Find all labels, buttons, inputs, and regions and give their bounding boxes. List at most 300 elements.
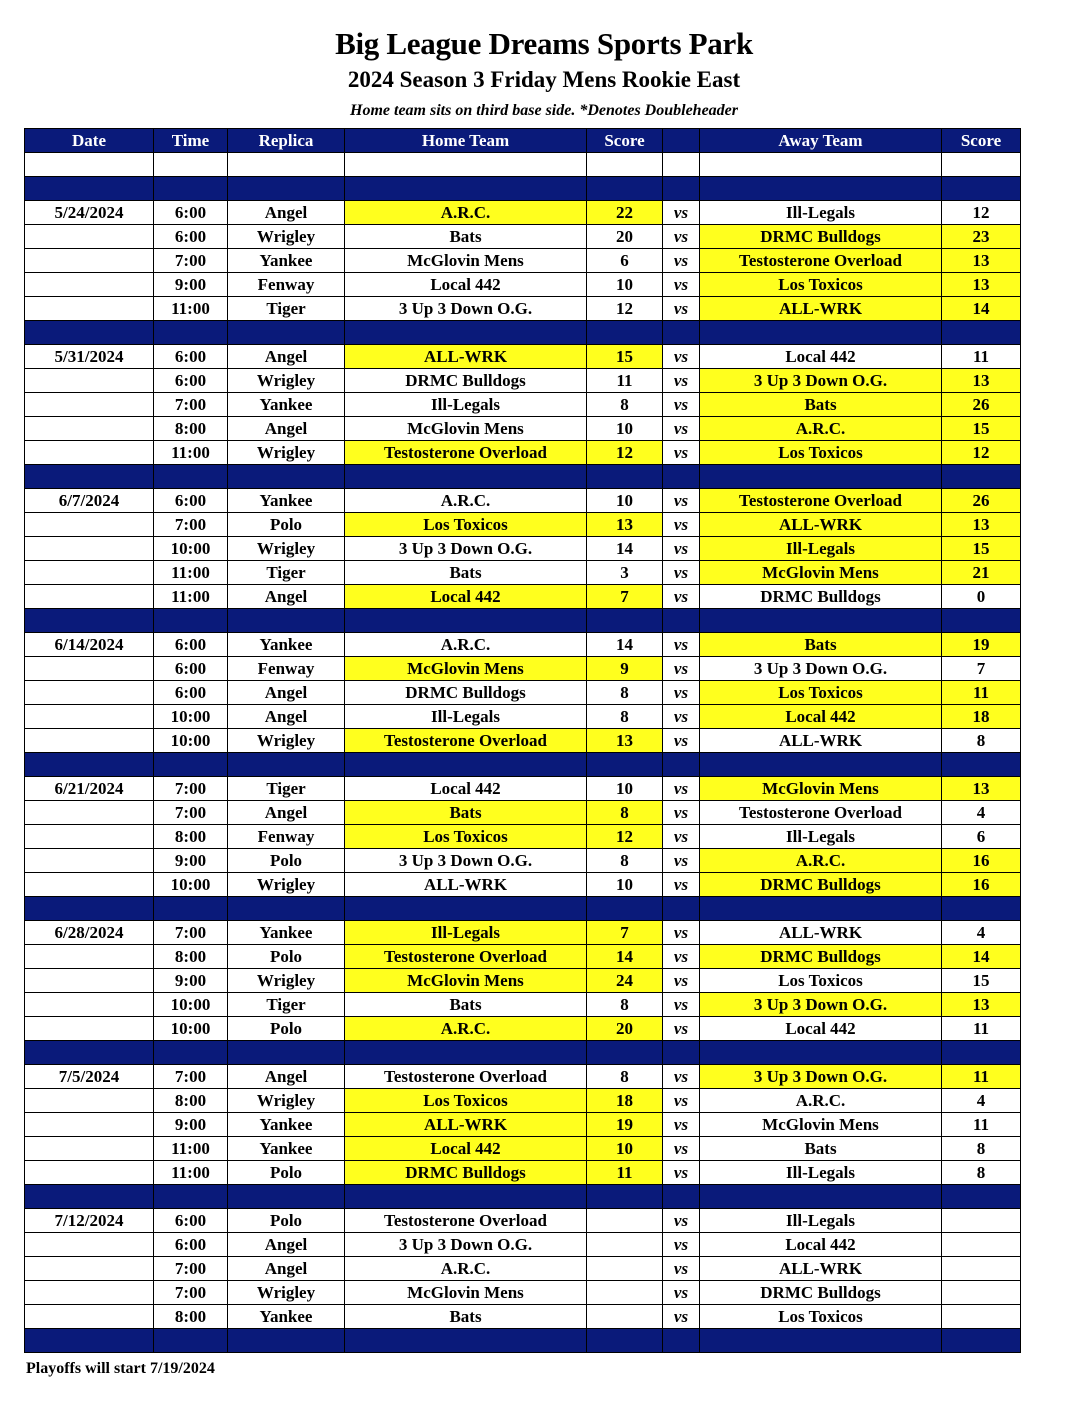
home-team: Local 442	[345, 777, 587, 801]
home-score: 19	[587, 1113, 663, 1137]
empty-cell	[154, 321, 228, 345]
away-score: 14	[942, 945, 1021, 969]
away-team: Ill-Legals	[700, 1209, 942, 1233]
home-score: 10	[587, 777, 663, 801]
game-replica: Angel	[228, 1233, 345, 1257]
away-team: McGlovin Mens	[700, 1113, 942, 1137]
game-date: 5/31/2024	[25, 345, 154, 369]
game-replica: Polo	[228, 1017, 345, 1041]
game-row	[25, 1113, 1021, 1137]
game-time: 11:00	[154, 585, 228, 609]
empty-cell	[587, 321, 663, 345]
home-team: McGlovin Mens	[345, 1281, 587, 1305]
empty-cell	[345, 1329, 587, 1353]
game-row	[25, 1209, 1021, 1233]
page-note: Home team sits on third base side. *Denotes Doubleheader	[350, 102, 738, 119]
home-team: Testosterone Overload	[345, 441, 587, 465]
empty-cell	[700, 321, 942, 345]
game-time: 9:00	[154, 849, 228, 873]
away-team: 3 Up 3 Down O.G.	[700, 1065, 942, 1089]
home-team: 3 Up 3 Down O.G.	[345, 297, 587, 321]
away-score: 4	[942, 1089, 1021, 1113]
week-separator	[25, 609, 1021, 633]
home-team: Los Toxicos	[345, 1089, 587, 1113]
empty-cell	[25, 1185, 154, 1209]
away-team: Ill-Legals	[700, 825, 942, 849]
game-time: 8:00	[154, 1305, 228, 1329]
game-replica: Wrigley	[228, 441, 345, 465]
vs-label: vs	[663, 1161, 700, 1185]
vs-label: vs	[663, 681, 700, 705]
away-score: 26	[942, 489, 1021, 513]
game-row	[25, 225, 1021, 249]
game-date	[25, 225, 154, 249]
away-team: A.R.C.	[700, 417, 942, 441]
game-replica: Yankee	[228, 249, 345, 273]
vs-label: vs	[663, 993, 700, 1017]
footer-note: Playoffs will start 7/19/2024	[26, 1360, 215, 1377]
home-score: 11	[587, 1161, 663, 1185]
game-date	[25, 705, 154, 729]
home-score: 13	[587, 729, 663, 753]
game-date	[25, 1089, 154, 1113]
empty-cell	[942, 897, 1021, 921]
header-row	[25, 129, 1021, 153]
home-team: McGlovin Mens	[345, 657, 587, 681]
game-row	[25, 297, 1021, 321]
game-row	[25, 345, 1021, 369]
game-time: 10:00	[154, 537, 228, 561]
game-time: 11:00	[154, 441, 228, 465]
vs-label: vs	[663, 1281, 700, 1305]
game-date	[25, 729, 154, 753]
empty-cell	[700, 897, 942, 921]
col-time: Time	[154, 129, 228, 153]
col-date: Date	[25, 129, 154, 153]
vs-label: vs	[663, 345, 700, 369]
week-separator	[25, 465, 1021, 489]
game-date	[25, 297, 154, 321]
home-team: A.R.C.	[345, 633, 587, 657]
game-row	[25, 681, 1021, 705]
empty-cell	[663, 465, 700, 489]
game-date	[25, 1137, 154, 1161]
away-team: ALL-WRK	[700, 921, 942, 945]
home-team: Los Toxicos	[345, 513, 587, 537]
game-row	[25, 393, 1021, 417]
home-score: 8	[587, 1065, 663, 1089]
empty-cell	[228, 465, 345, 489]
away-team: A.R.C.	[700, 849, 942, 873]
game-time: 11:00	[154, 561, 228, 585]
game-replica: Fenway	[228, 825, 345, 849]
home-score: 14	[587, 537, 663, 561]
home-score: 18	[587, 1089, 663, 1113]
vs-label: vs	[663, 1113, 700, 1137]
home-score	[587, 1281, 663, 1305]
home-team: McGlovin Mens	[345, 249, 587, 273]
game-replica: Polo	[228, 513, 345, 537]
empty-cell	[154, 465, 228, 489]
away-team: ALL-WRK	[700, 297, 942, 321]
home-score: 12	[587, 825, 663, 849]
away-team: A.R.C.	[700, 1089, 942, 1113]
empty-cell	[700, 1185, 942, 1209]
game-date	[25, 993, 154, 1017]
vs-label: vs	[663, 657, 700, 681]
away-score: 8	[942, 729, 1021, 753]
game-time: 10:00	[154, 705, 228, 729]
empty-cell	[587, 465, 663, 489]
game-row	[25, 513, 1021, 537]
empty-cell	[942, 1041, 1021, 1065]
game-date	[25, 825, 154, 849]
empty-cell	[663, 1185, 700, 1209]
home-team: DRMC Bulldogs	[345, 369, 587, 393]
empty-cell	[942, 609, 1021, 633]
vs-label: vs	[663, 921, 700, 945]
away-score: 11	[942, 345, 1021, 369]
home-score: 10	[587, 273, 663, 297]
empty-cell	[25, 753, 154, 777]
game-time: 7:00	[154, 801, 228, 825]
empty-cell	[700, 177, 942, 201]
game-replica: Angel	[228, 1257, 345, 1281]
empty-cell	[25, 153, 154, 177]
game-time: 7:00	[154, 393, 228, 417]
empty-cell	[228, 897, 345, 921]
home-score: 8	[587, 993, 663, 1017]
empty-cell	[700, 1329, 942, 1353]
empty-cell	[663, 897, 700, 921]
game-time: 6:00	[154, 633, 228, 657]
game-date	[25, 945, 154, 969]
page-title: Big League Dreams Sports Park	[335, 26, 753, 61]
vs-label: vs	[663, 825, 700, 849]
empty-cell	[663, 609, 700, 633]
away-score: 21	[942, 561, 1021, 585]
game-time: 8:00	[154, 945, 228, 969]
game-row	[25, 489, 1021, 513]
game-time: 6:00	[154, 489, 228, 513]
game-time: 6:00	[154, 1209, 228, 1233]
home-score: 11	[587, 369, 663, 393]
empty-cell	[663, 1041, 700, 1065]
schedule-body	[25, 153, 1021, 1353]
empty-cell	[228, 321, 345, 345]
home-team: Local 442	[345, 273, 587, 297]
away-score: 15	[942, 537, 1021, 561]
home-score: 20	[587, 1017, 663, 1041]
game-replica: Angel	[228, 1065, 345, 1089]
away-score: 13	[942, 369, 1021, 393]
game-date	[25, 393, 154, 417]
game-date	[25, 369, 154, 393]
game-time: 6:00	[154, 225, 228, 249]
away-team: DRMC Bulldogs	[700, 873, 942, 897]
home-team: Local 442	[345, 1137, 587, 1161]
away-score: 8	[942, 1161, 1021, 1185]
game-date	[25, 585, 154, 609]
game-replica: Wrigley	[228, 873, 345, 897]
away-score: 18	[942, 705, 1021, 729]
home-score	[587, 1209, 663, 1233]
game-row	[25, 921, 1021, 945]
away-team: Ill-Legals	[700, 537, 942, 561]
away-score: 11	[942, 1065, 1021, 1089]
empty-cell	[228, 153, 345, 177]
away-score: 19	[942, 633, 1021, 657]
away-team: DRMC Bulldogs	[700, 585, 942, 609]
empty-cell	[700, 153, 942, 177]
home-score: 10	[587, 1137, 663, 1161]
away-score: 8	[942, 1137, 1021, 1161]
game-row	[25, 1257, 1021, 1281]
game-time: 6:00	[154, 657, 228, 681]
game-replica: Angel	[228, 681, 345, 705]
empty-cell	[345, 321, 587, 345]
home-score	[587, 1305, 663, 1329]
away-score: 12	[942, 441, 1021, 465]
home-team: Bats	[345, 801, 587, 825]
empty-cell	[154, 897, 228, 921]
game-replica: Fenway	[228, 657, 345, 681]
empty-cell	[942, 1329, 1021, 1353]
game-replica: Polo	[228, 1209, 345, 1233]
empty-cell	[25, 897, 154, 921]
game-date	[25, 537, 154, 561]
home-team: Testosterone Overload	[345, 945, 587, 969]
empty-cell	[700, 753, 942, 777]
game-replica: Wrigley	[228, 729, 345, 753]
vs-label: vs	[663, 297, 700, 321]
game-time: 11:00	[154, 297, 228, 321]
empty-cell	[700, 1041, 942, 1065]
home-score: 8	[587, 849, 663, 873]
game-row	[25, 1065, 1021, 1089]
empty-cell	[700, 609, 942, 633]
game-replica: Wrigley	[228, 537, 345, 561]
empty-cell	[587, 897, 663, 921]
home-score: 8	[587, 393, 663, 417]
away-score: 13	[942, 273, 1021, 297]
game-time: 9:00	[154, 273, 228, 297]
game-date	[25, 417, 154, 441]
game-time: 6:00	[154, 1233, 228, 1257]
game-date	[25, 561, 154, 585]
game-time: 11:00	[154, 1137, 228, 1161]
game-replica: Fenway	[228, 273, 345, 297]
vs-label: vs	[663, 849, 700, 873]
vs-label: vs	[663, 633, 700, 657]
game-row	[25, 633, 1021, 657]
empty-cell	[154, 1329, 228, 1353]
game-date	[25, 273, 154, 297]
vs-label: vs	[663, 489, 700, 513]
empty-cell	[154, 153, 228, 177]
game-row	[25, 1137, 1021, 1161]
empty-cell	[345, 465, 587, 489]
game-row	[25, 561, 1021, 585]
vs-label: vs	[663, 945, 700, 969]
game-date	[25, 249, 154, 273]
empty-cell	[25, 609, 154, 633]
game-date	[25, 1233, 154, 1257]
home-team: ALL-WRK	[345, 873, 587, 897]
game-time: 7:00	[154, 1281, 228, 1305]
home-score: 12	[587, 297, 663, 321]
home-team: A.R.C.	[345, 201, 587, 225]
home-score: 10	[587, 489, 663, 513]
vs-label: vs	[663, 369, 700, 393]
away-team: DRMC Bulldogs	[700, 1281, 942, 1305]
game-replica: Yankee	[228, 489, 345, 513]
game-replica: Tiger	[228, 993, 345, 1017]
game-replica: Wrigley	[228, 1089, 345, 1113]
game-replica: Yankee	[228, 1305, 345, 1329]
game-row	[25, 1089, 1021, 1113]
game-replica: Angel	[228, 345, 345, 369]
game-time: 8:00	[154, 417, 228, 441]
game-date	[25, 1257, 154, 1281]
game-time: 7:00	[154, 513, 228, 537]
game-row	[25, 729, 1021, 753]
home-team: ALL-WRK	[345, 1113, 587, 1137]
game-replica: Polo	[228, 945, 345, 969]
vs-label: vs	[663, 513, 700, 537]
game-time: 7:00	[154, 777, 228, 801]
home-score: 10	[587, 417, 663, 441]
game-time: 6:00	[154, 345, 228, 369]
home-team: DRMC Bulldogs	[345, 681, 587, 705]
game-time: 10:00	[154, 1017, 228, 1041]
empty-cell	[587, 1185, 663, 1209]
empty-cell	[154, 177, 228, 201]
game-time: 8:00	[154, 825, 228, 849]
game-time: 6:00	[154, 369, 228, 393]
vs-label: vs	[663, 1089, 700, 1113]
game-date: 6/28/2024	[25, 921, 154, 945]
away-team: Los Toxicos	[700, 681, 942, 705]
home-score	[587, 1233, 663, 1257]
away-score	[942, 1281, 1021, 1305]
week-separator	[25, 1185, 1021, 1209]
game-row	[25, 1281, 1021, 1305]
game-date: 7/5/2024	[25, 1065, 154, 1089]
week-separator	[25, 177, 1021, 201]
home-team: 3 Up 3 Down O.G.	[345, 537, 587, 561]
game-row	[25, 417, 1021, 441]
game-date	[25, 657, 154, 681]
vs-label: vs	[663, 1017, 700, 1041]
game-date	[25, 1161, 154, 1185]
game-date	[25, 1305, 154, 1329]
game-date	[25, 1017, 154, 1041]
game-time: 9:00	[154, 1113, 228, 1137]
home-team: Testosterone Overload	[345, 1209, 587, 1233]
away-score: 26	[942, 393, 1021, 417]
game-date: 5/24/2024	[25, 201, 154, 225]
game-date	[25, 441, 154, 465]
vs-label: vs	[663, 1065, 700, 1089]
empty-cell	[25, 177, 154, 201]
week-separator	[25, 753, 1021, 777]
away-team: DRMC Bulldogs	[700, 225, 942, 249]
game-row	[25, 585, 1021, 609]
home-team: DRMC Bulldogs	[345, 1161, 587, 1185]
game-replica: Tiger	[228, 777, 345, 801]
away-score: 6	[942, 825, 1021, 849]
game-time: 7:00	[154, 921, 228, 945]
empty-cell	[663, 153, 700, 177]
home-team: Local 442	[345, 585, 587, 609]
home-score: 14	[587, 945, 663, 969]
empty-cell	[942, 177, 1021, 201]
away-team: Los Toxicos	[700, 969, 942, 993]
vs-label: vs	[663, 969, 700, 993]
vs-label: vs	[663, 561, 700, 585]
vs-label: vs	[663, 873, 700, 897]
game-date: 6/14/2024	[25, 633, 154, 657]
away-score: 11	[942, 1017, 1021, 1041]
home-team: McGlovin Mens	[345, 417, 587, 441]
away-team: Bats	[700, 1137, 942, 1161]
week-separator	[25, 897, 1021, 921]
empty-cell	[663, 753, 700, 777]
away-team: ALL-WRK	[700, 513, 942, 537]
vs-label: vs	[663, 393, 700, 417]
away-team: McGlovin Mens	[700, 777, 942, 801]
away-team: Local 442	[700, 705, 942, 729]
away-team: Testosterone Overload	[700, 249, 942, 273]
week-separator	[25, 1329, 1021, 1353]
game-row	[25, 1161, 1021, 1185]
vs-label: vs	[663, 1305, 700, 1329]
game-date	[25, 513, 154, 537]
home-team: Ill-Legals	[345, 705, 587, 729]
vs-label: vs	[663, 417, 700, 441]
game-replica: Angel	[228, 201, 345, 225]
home-team: Los Toxicos	[345, 825, 587, 849]
home-score: 20	[587, 225, 663, 249]
vs-label: vs	[663, 777, 700, 801]
away-team: Local 442	[700, 345, 942, 369]
home-score: 9	[587, 657, 663, 681]
game-replica: Tiger	[228, 297, 345, 321]
away-score	[942, 1257, 1021, 1281]
away-team: Local 442	[700, 1017, 942, 1041]
home-score: 24	[587, 969, 663, 993]
away-team: Los Toxicos	[700, 1305, 942, 1329]
game-replica: Yankee	[228, 1113, 345, 1137]
away-team: Los Toxicos	[700, 441, 942, 465]
vs-label: vs	[663, 441, 700, 465]
vs-label: vs	[663, 1257, 700, 1281]
empty-cell	[25, 465, 154, 489]
game-replica: Yankee	[228, 633, 345, 657]
empty-cell	[942, 753, 1021, 777]
game-replica: Yankee	[228, 1137, 345, 1161]
empty-cell	[942, 153, 1021, 177]
away-team: Bats	[700, 393, 942, 417]
game-replica: Wrigley	[228, 225, 345, 249]
game-replica: Angel	[228, 801, 345, 825]
away-score	[942, 1209, 1021, 1233]
game-time: 6:00	[154, 681, 228, 705]
away-team: Local 442	[700, 1233, 942, 1257]
game-time: 9:00	[154, 969, 228, 993]
empty-cell	[587, 753, 663, 777]
